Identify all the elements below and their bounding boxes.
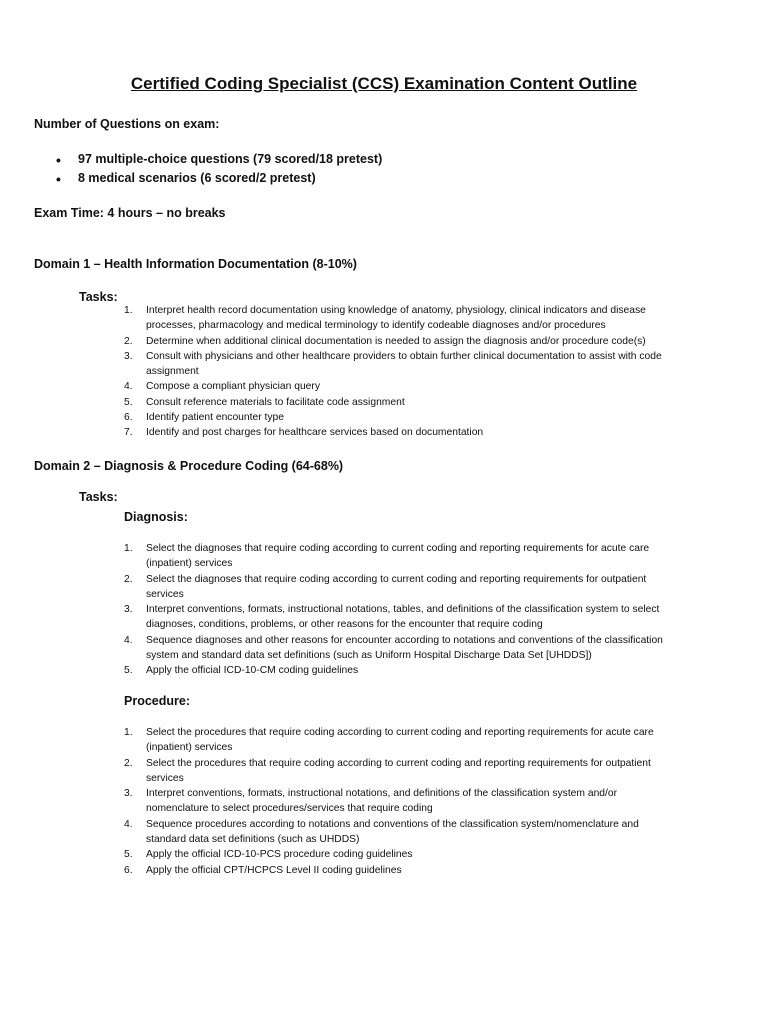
task-item xyxy=(124,572,744,603)
task-text-line: Interpret conventions, formats, instructional notations, tables, and definitions of the classification system to select xyxy=(146,604,660,616)
task-number: 3. xyxy=(124,604,133,616)
domain1-heading: Domain 1 – Health Information Documentation (8-10%) xyxy=(34,257,357,271)
task-item xyxy=(124,425,744,440)
exam-time: Exam Time: 4 hours – no breaks xyxy=(34,206,226,220)
task-text-line: Sequence procedures according to notations and conventions of the classification system/nomenclature and xyxy=(146,818,639,830)
task-item xyxy=(124,303,744,334)
domain1-task-list xyxy=(124,303,744,441)
task-number: 4. xyxy=(124,818,133,830)
task-number: 1. xyxy=(124,727,133,738)
task-text-line: (inpatient) services xyxy=(146,558,233,570)
task-text-line: diagnoses, conditions, problems, or other reasons for the encounter that require coding xyxy=(146,619,543,631)
task-item xyxy=(124,863,744,878)
task-item xyxy=(124,602,744,633)
task-text-line: Apply the official ICD-10-PCS procedure coding guidelines xyxy=(146,849,413,861)
task-text-line: Sequence diagnoses and other reasons for encounter according to notations and conventions of the classification xyxy=(146,634,663,646)
task-text-line: nomenclature to select procedures/services that require coding xyxy=(146,803,433,815)
task-item xyxy=(124,663,744,678)
diagnosis-task-list xyxy=(124,541,744,679)
task-number: 6. xyxy=(124,412,133,424)
domain2-tasks-label: Tasks: xyxy=(79,490,118,504)
procedure-task-list xyxy=(124,725,744,878)
task-item xyxy=(124,410,744,425)
task-text-line: Select the procedures that require coding according to current coding and reporting requirements for acute care xyxy=(146,727,654,738)
task-item xyxy=(124,334,744,349)
task-text-line: Compose a compliant physician query xyxy=(146,381,320,393)
task-item xyxy=(124,541,744,572)
task-text-line: services xyxy=(146,588,184,600)
task-item xyxy=(124,633,744,664)
task-item xyxy=(124,395,744,410)
task-text-line: system and standard data set definitions (such as Uniform Hospital Discharge Data Set [UHDDS]) xyxy=(146,650,592,662)
task-text-line: services xyxy=(146,772,184,784)
task-text-line: Apply the official ICD-10-CM coding guidelines xyxy=(146,665,359,677)
task-item xyxy=(124,379,744,394)
task-text-line: Select the diagnoses that require coding according to current coding and reporting requirements for outpatient xyxy=(146,573,647,585)
task-number: 2. xyxy=(124,757,133,769)
task-text-line: (inpatient) services xyxy=(146,742,233,754)
task-number: 4. xyxy=(124,381,133,393)
bullet-item: • 97 multiple-choice questions (79 scored/18 pretest) xyxy=(56,152,383,168)
task-number: 7. xyxy=(124,427,133,439)
task-item xyxy=(124,817,744,848)
task-number: 6. xyxy=(124,864,133,876)
procedure-label: Procedure: xyxy=(124,694,190,708)
task-number: 2. xyxy=(124,573,133,585)
task-text-line: Identify patient encounter type xyxy=(146,412,284,424)
domain1-tasks-label: Tasks: xyxy=(79,290,118,304)
task-number: 1. xyxy=(124,543,133,554)
task-item xyxy=(124,349,744,380)
task-item xyxy=(124,756,744,787)
task-text-line: Select the procedures that require coding according to current coding and reporting requirements for outpatient xyxy=(146,757,651,769)
task-number: 3. xyxy=(124,788,133,800)
task-text-line: Interpret conventions, formats, instructional notations, and definitions of the classification system and/or xyxy=(146,788,618,800)
task-text-line: standard data set definitions (such as UHDDS) xyxy=(146,834,360,846)
questions-heading: Number of Questions on exam: xyxy=(34,117,220,131)
task-text-line: Apply the official CPT/HCPCS Level II coding guidelines xyxy=(146,864,402,876)
domain2-heading: Domain 2 – Diagnosis & Procedure Coding (64-68%) xyxy=(34,459,344,473)
task-item xyxy=(124,725,744,756)
task-number: 2. xyxy=(124,335,133,347)
bullet-icon: • xyxy=(56,152,61,168)
task-number: 5. xyxy=(124,396,133,408)
bullet-icon: • xyxy=(56,171,61,187)
task-item xyxy=(124,847,744,862)
task-number: 5. xyxy=(124,849,133,861)
task-text-line: Consult with physicians and other healthcare providers to obtain further clinical documentation to assist with code xyxy=(146,350,662,362)
task-number: 3. xyxy=(124,350,133,362)
task-text-line: Select the diagnoses that require coding according to current coding and reporting requirements for acute care xyxy=(146,543,650,554)
diagnosis-label: Diagnosis: xyxy=(124,510,188,524)
task-number: 1. xyxy=(124,305,133,316)
page-title: Certified Coding Specialist (CCS) Examination Content Outline xyxy=(130,74,638,93)
task-number: 5. xyxy=(124,665,133,677)
bullet-item: • 8 medical scenarios (6 scored/2 pretest) xyxy=(56,171,316,187)
task-number: 4. xyxy=(124,634,133,646)
task-item xyxy=(124,786,744,817)
task-text-line: processes, pharmacology and medical terminology to identify codeable diagnoses and/or procedures xyxy=(146,320,606,332)
task-text-line: assignment xyxy=(146,366,199,378)
task-text-line: Determine when additional clinical documentation is needed to assign the diagnosis and/or procedure code(s) xyxy=(146,335,646,347)
task-text-line: Interpret health record documentation using knowledge of anatomy, physiology, clinical indicators and disease xyxy=(146,305,646,316)
task-text-line: Identify and post charges for healthcare services based on documentation xyxy=(146,427,484,439)
task-text-line: Consult reference materials to facilitate code assignment xyxy=(146,396,405,408)
